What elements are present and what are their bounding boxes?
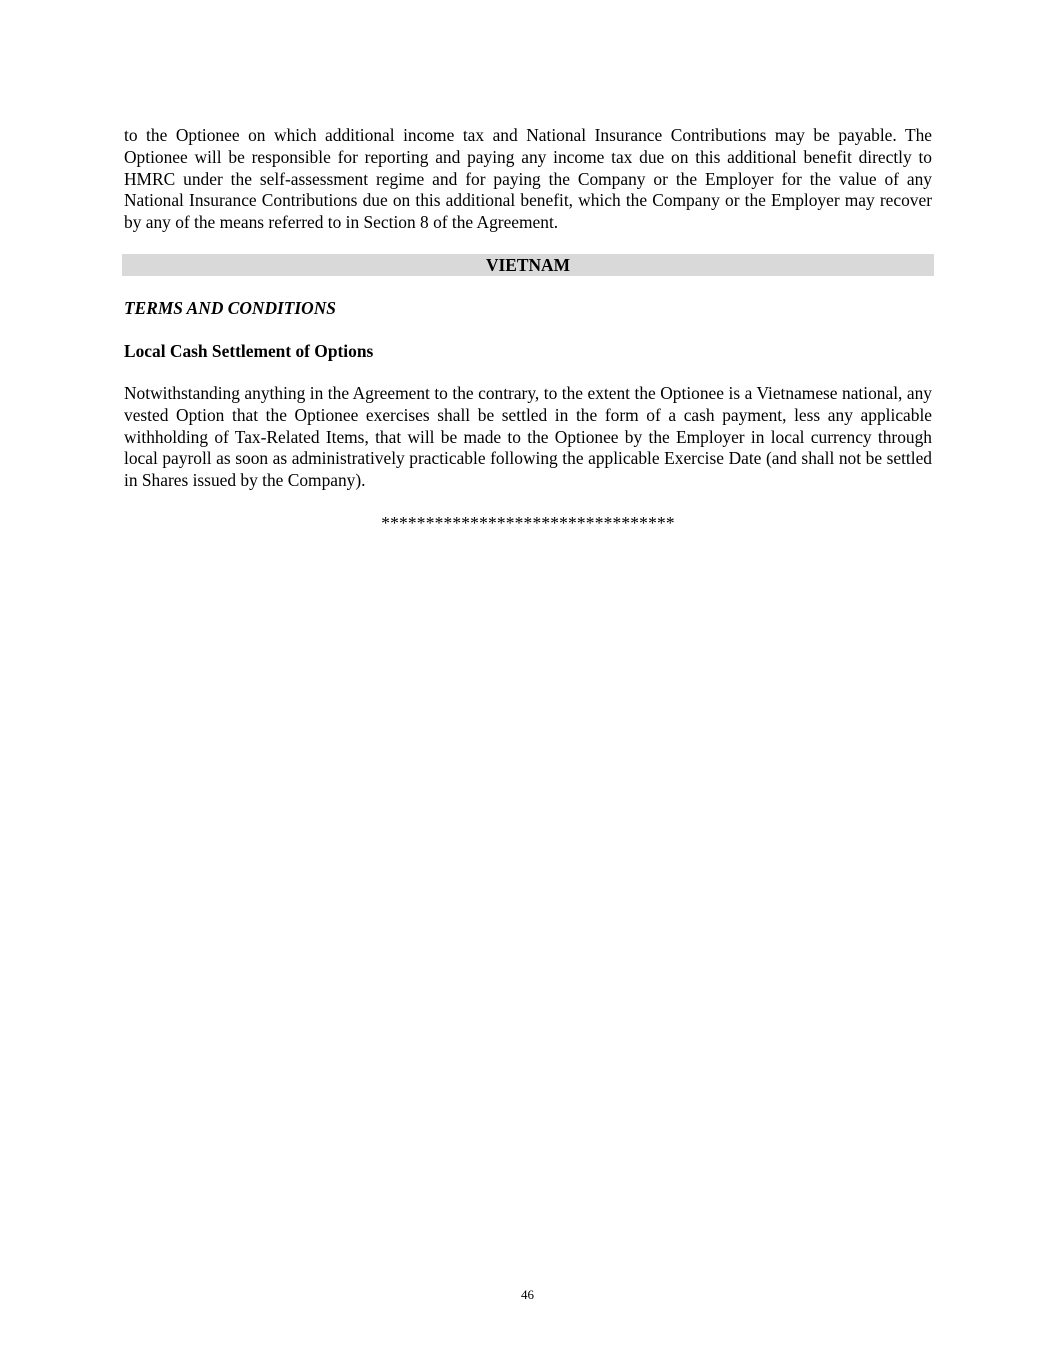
- cash-settlement-paragraph: Notwithstanding anything in the Agreement to the contrary, to the extent the Optionee is a Vietnamese national, any vested Option that the Optionee exercises shall be settled in the form of a cash payment, less any applicable withholding of Tax-Related Items, that will be made to the Optionee by the Employer in local currency through local payroll as soon as administratively practicable following the applicable Exercise Date (and shall not be settled in Shares issued by the Company).: [124, 383, 932, 491]
- terms-and-conditions-heading: TERMS AND CONDITIONS: [124, 298, 336, 318]
- local-cash-settlement-heading: Local Cash Settlement of Options: [124, 341, 374, 361]
- page-number: 46: [521, 1287, 534, 1302]
- section-title-vietnam: VIETNAM: [122, 254, 934, 276]
- intro-paragraph: to the Optionee on which additional income tax and National Insurance Contributions may be payable. The Optionee will be responsible for reporting and paying any income tax due on this additional benefit directly to HMRC under the self-assessment regime and for paying the Company or the Employer for the value of any National Insurance Contributions due on this additional benefit, which the Company or the Employer may recover by any of the means referred to in Section 8 of the Agreement.: [124, 125, 932, 233]
- section-separator: *********************************: [381, 513, 675, 533]
